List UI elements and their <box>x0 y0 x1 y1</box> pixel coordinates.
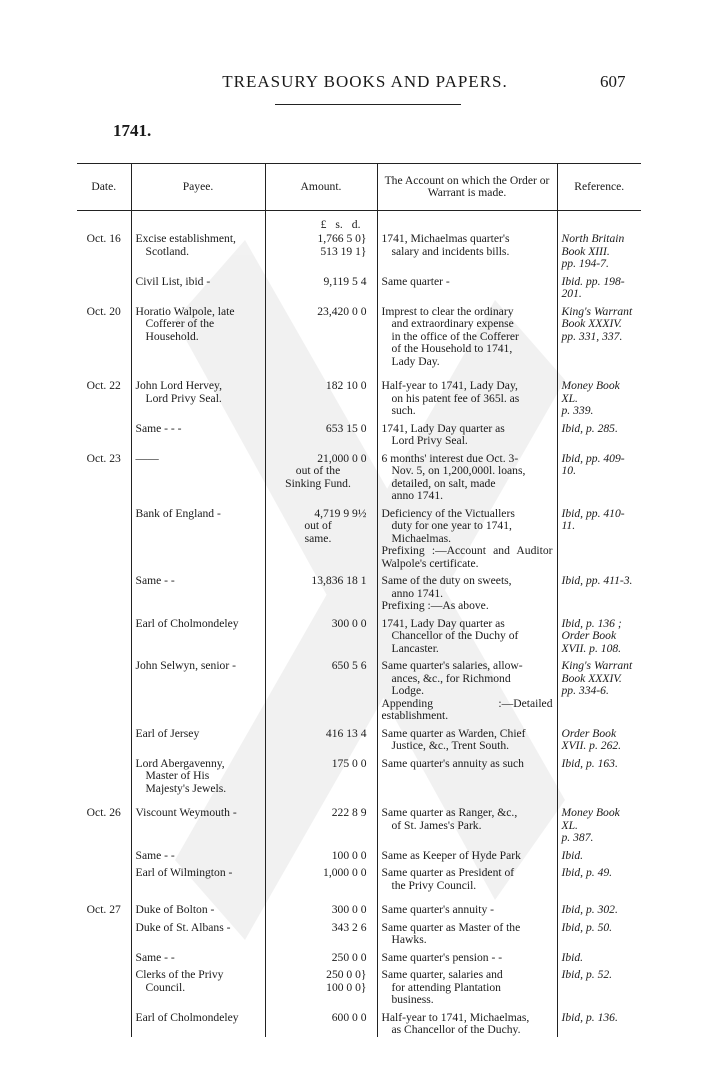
payee-line: Excise establishment, <box>135 232 236 245</box>
cell-account <box>377 917 557 947</box>
account-line: duty for one year to 1741, <box>391 519 512 532</box>
account-line: the Privy Council. <box>391 878 477 892</box>
amount-line: 23,420 0 0 <box>317 304 367 318</box>
units-row <box>77 211 641 234</box>
amount-line: 100 0 0 <box>331 848 367 862</box>
cell-reference <box>557 753 641 796</box>
table-row <box>77 917 641 947</box>
cell-amount <box>265 964 377 1007</box>
account-line: of the Household to 1741, <box>391 342 513 355</box>
reference-line: Ibid, p. 285. <box>561 421 618 435</box>
account-line: Chancellor of the Duchy of <box>391 629 519 642</box>
cell-account <box>377 233 557 271</box>
cell-account <box>377 723 557 753</box>
account-line: Same quarter - <box>381 274 450 288</box>
amount-line: 9,119 5 4 <box>323 274 367 288</box>
account-line: anno 1741. <box>391 586 444 600</box>
cell-amount <box>265 271 377 301</box>
payee-line: Master of His <box>145 769 210 782</box>
reference-line: Order Book <box>561 629 617 642</box>
cell-reference <box>557 448 641 503</box>
reference-line: Ibid. <box>561 950 584 964</box>
payee-line: Scotland. <box>145 244 189 258</box>
cell-date <box>77 570 131 613</box>
table-row <box>77 301 641 369</box>
reference-line: pp. 331, 337. <box>561 329 623 343</box>
table-row <box>77 845 641 863</box>
account-line: Nov. 5, on 1,200,000l. loans, <box>391 464 526 477</box>
cell-reference <box>557 795 641 845</box>
account-line: Half-year to 1741, Michaelmas, <box>381 1010 530 1024</box>
cell-payee <box>131 753 265 796</box>
reference-line: XVII. p. 108. <box>561 641 622 655</box>
cell-account <box>377 655 557 723</box>
cell-account <box>377 368 557 418</box>
amount-line: 1,766 5 0} <box>317 232 367 245</box>
cell-amount <box>265 503 377 571</box>
table-row <box>77 753 641 796</box>
cell-amount <box>265 845 377 863</box>
cell-amount <box>265 233 377 271</box>
payee-line: Viscount Weymouth - <box>135 806 237 819</box>
table-row <box>77 723 641 753</box>
header-rule <box>275 104 461 105</box>
payee-line: Same - - <box>135 848 175 862</box>
cell-account <box>377 753 557 796</box>
amount-note: same. <box>304 531 332 545</box>
account-line: Deficiency of the Victuallers <box>381 506 515 520</box>
cell-payee <box>131 1007 265 1037</box>
payee-line: Clerks of the Privy <box>135 968 224 981</box>
table-row <box>77 655 641 723</box>
cell-reference <box>557 723 641 753</box>
account-line: Lady Day. <box>391 354 440 368</box>
cell-amount <box>265 862 377 892</box>
table-row <box>77 448 641 503</box>
cell-reference <box>557 917 641 947</box>
reference-line: Money Book XL. <box>561 806 620 832</box>
account-line: of St. James's Park. <box>391 818 482 832</box>
table-row <box>77 862 641 892</box>
cell-amount <box>265 753 377 796</box>
account-line: business. <box>391 993 434 1006</box>
cell-reference <box>557 271 641 301</box>
amount-line: 300 0 0 <box>331 903 367 916</box>
payee-line: Earl of Wilmington - <box>135 866 233 879</box>
account-note: Prefixing :—As above. <box>381 599 489 612</box>
reference-line: King's Warrant <box>561 659 633 672</box>
table-row <box>77 892 641 917</box>
payee-line: Council. <box>145 980 186 994</box>
reference-line: 201. <box>561 287 582 300</box>
amount-line: 250 0 0} <box>326 968 367 981</box>
account-line: salary and incidents bills. <box>391 244 510 258</box>
cell-amount <box>265 418 377 448</box>
cell-date <box>77 723 131 753</box>
account-note: Appending :—Detailed establishment. <box>381 696 553 722</box>
reference-line: p. 387. <box>561 831 594 844</box>
amount-line: 600 0 0 <box>331 1010 367 1024</box>
account-line: Same of the duty on sweets, <box>381 574 512 587</box>
cell-amount <box>265 917 377 947</box>
reference-line: pp. 194-7. <box>561 257 609 270</box>
reference-line: Ibid, p. 302. <box>561 903 618 916</box>
amount-note: out of the <box>295 464 341 477</box>
cell-date <box>77 917 131 947</box>
payee-line: Earl of Cholmondeley <box>135 616 239 630</box>
account-line: 6 months' interest due Oct. 3- <box>381 451 519 465</box>
cell-account <box>377 964 557 1007</box>
payee-line: John Lord Hervey, <box>135 379 222 392</box>
account-line: Same quarter's pension - - <box>381 950 503 964</box>
amount-line: 416 13 4 <box>325 726 367 740</box>
account-line: such. <box>391 404 416 417</box>
cell-date: Oct. 23 <box>86 451 121 465</box>
cell-account <box>377 271 557 301</box>
payee-line: Majesty's Jewels. <box>145 781 227 795</box>
table-row <box>77 964 641 1007</box>
cell-date: Oct. 26 <box>86 806 121 819</box>
account-line: Same quarter as Warden, Chief <box>381 726 526 740</box>
cell-date <box>77 503 131 571</box>
cell-payee <box>131 418 265 448</box>
cell-payee <box>131 233 265 271</box>
payee-line: Bank of England - <box>135 506 221 520</box>
reference-line: Ibid, p. 49. <box>561 866 613 879</box>
payee-line: Same - - - <box>135 421 182 435</box>
cell-date <box>77 753 131 796</box>
cell-account <box>377 301 557 369</box>
cell-reference <box>557 892 641 917</box>
running-title: TREASURY BOOKS AND PAPERS. <box>222 72 508 91</box>
table-row <box>77 368 641 418</box>
cell-payee <box>131 368 265 418</box>
amount-line: 13,836 18 1 <box>311 574 367 587</box>
amount-line: 250 0 0 <box>331 950 367 964</box>
table-row <box>77 947 641 965</box>
cell-reference <box>557 570 641 613</box>
account-line: Same quarter's annuity - <box>381 903 495 916</box>
cell-account <box>377 947 557 965</box>
reference-line: p. 339. <box>561 404 594 417</box>
payee-line: Duke of St. Albans - <box>135 920 231 934</box>
cell-reference <box>557 947 641 965</box>
payee-line: Duke of Bolton - <box>135 903 215 916</box>
amount-line: 222 8 9 <box>331 806 367 819</box>
payee-line: John Selwyn, senior - <box>135 659 236 672</box>
payee-line: Earl of Jersey <box>135 726 200 740</box>
cell-reference <box>557 418 641 448</box>
cell-reference <box>557 862 641 892</box>
cell-payee <box>131 862 265 892</box>
header-date: Date. <box>77 164 131 211</box>
account-line: Half-year to 1741, Lady Day, <box>381 379 518 392</box>
table-row <box>77 795 641 845</box>
amount-line: 650 5 6 <box>331 659 367 672</box>
cell-account <box>377 892 557 917</box>
account-line: Michaelmas. <box>391 531 452 545</box>
account-line: Lancaster. <box>391 641 439 655</box>
cell-payee <box>131 271 265 301</box>
account-line: 1741, Lady Day quarter as <box>381 616 505 630</box>
payee-line: Horatio Walpole, late <box>135 304 235 318</box>
cell-amount <box>265 613 377 656</box>
account-line: on his patent fee of 365l. as <box>391 391 520 405</box>
cell-reference <box>557 845 641 863</box>
reference-line: Ibid. pp. 198- <box>561 274 625 288</box>
account-line: Same quarter, salaries and <box>381 968 503 981</box>
account-line: Hawks. <box>391 933 427 946</box>
cell-amount <box>265 723 377 753</box>
cell-account <box>377 613 557 656</box>
account-line: Same quarter as Master of the <box>381 920 521 934</box>
cell-payee <box>131 655 265 723</box>
payee-line: Same - - <box>135 574 175 587</box>
unit-shillings: s. <box>335 218 343 231</box>
cell-date <box>77 862 131 892</box>
cell-date <box>77 1007 131 1037</box>
account-line: detailed, on salt, made <box>391 476 496 490</box>
reference-line: Ibid, pp. 410-11. <box>561 506 625 532</box>
year-heading: 1741. <box>113 121 152 140</box>
cell-date: Oct. 16 <box>86 232 121 245</box>
amount-line: 653 15 0 <box>325 421 367 435</box>
cell-date <box>77 271 131 301</box>
table-row <box>77 233 641 271</box>
cell-payee <box>131 613 265 656</box>
cell-amount <box>265 947 377 965</box>
reference-line: Ibid, p. 163. <box>561 756 618 770</box>
account-line: as Chancellor of the Duchy. <box>391 1023 521 1036</box>
reference-line: Book XXXIV. <box>561 671 622 685</box>
cell-payee <box>131 964 265 1007</box>
payee-line: Cofferer of the <box>145 317 215 330</box>
table-row <box>77 271 641 301</box>
cell-date <box>77 947 131 965</box>
reference-line: Money Book XL. <box>561 379 620 405</box>
cell-reference <box>557 613 641 656</box>
account-line: anno 1741. <box>391 489 444 502</box>
account-line: for attending Plantation <box>391 980 501 994</box>
account-line: Imprest to clear the ordinary <box>381 304 514 318</box>
cell-account <box>377 862 557 892</box>
cell-account <box>377 570 557 613</box>
payee-line: Lord Abergavenny, <box>135 756 225 770</box>
table-row <box>77 418 641 448</box>
cell-payee <box>131 845 265 863</box>
cell-date: Oct. 20 <box>86 304 121 318</box>
cell-payee <box>131 892 265 917</box>
cell-amount <box>265 570 377 613</box>
reference-line: Book XIII. <box>561 244 610 258</box>
amount-note: out of <box>304 519 332 532</box>
account-line: Same quarter's annuity as such <box>381 756 524 770</box>
cell-account <box>377 845 557 863</box>
cell-amount <box>265 301 377 369</box>
cell-payee <box>131 917 265 947</box>
cell-amount <box>265 655 377 723</box>
header-payee: Payee. <box>131 164 265 211</box>
reference-line: Ibid, p. 52. <box>561 968 613 981</box>
amount-line: 513 19 1} <box>320 244 367 258</box>
cell-amount <box>265 448 377 503</box>
cell-date <box>77 964 131 1007</box>
reference-line: North Britain <box>561 232 625 245</box>
payee-line: Earl of Cholmondeley <box>135 1010 239 1024</box>
reference-line: pp. 334-6. <box>561 684 609 697</box>
amount-line: 300 0 0 <box>331 616 367 630</box>
cell-amount <box>265 368 377 418</box>
header-account: The Account on which the Order or Warrant is made. <box>377 164 557 211</box>
account-line: Same quarter's salaries, allow- <box>381 659 523 672</box>
cell-payee <box>131 795 265 845</box>
payee-line: Same - - <box>135 950 175 964</box>
cell-payee <box>131 570 265 613</box>
amount-note: Sinking Fund. <box>285 476 351 490</box>
cell-date <box>77 418 131 448</box>
account-line: 1741, Lady Day quarter as <box>381 421 505 435</box>
cell-amount <box>265 1007 377 1037</box>
reference-line: Order Book <box>561 726 617 740</box>
account-note: Prefixing :—Account and Auditor Walpole's certificate. <box>381 544 553 570</box>
page-number: 607 <box>600 72 626 91</box>
account-line: Justice, &c., Trent South. <box>391 739 510 752</box>
cell-account <box>377 418 557 448</box>
account-line: Same quarter as Ranger, &c., <box>381 806 518 819</box>
reference-line: XVII. p. 262. <box>561 739 622 752</box>
table-row <box>77 503 641 571</box>
cell-reference <box>557 368 641 418</box>
cell-account <box>377 448 557 503</box>
cell-reference <box>557 503 641 571</box>
cell-date: Oct. 22 <box>86 379 121 392</box>
treasury-table <box>77 163 641 1037</box>
table-row <box>77 1007 641 1037</box>
account-line: 1741, Michaelmas quarter's <box>381 232 510 245</box>
unit-pounds: £ <box>320 218 327 231</box>
cell-date: Oct. 27 <box>86 903 121 916</box>
reference-line: King's Warrant <box>561 304 633 318</box>
reference-line: Ibid, p. 136. <box>561 1010 618 1024</box>
unit-pence: d. <box>351 218 361 231</box>
account-line: Lord Privy Seal. <box>391 434 468 447</box>
cell-payee <box>131 503 265 571</box>
cell-account <box>377 503 557 571</box>
payee-line: Lord Privy Seal. <box>145 391 222 405</box>
amount-line: 182 10 0 <box>325 379 367 392</box>
payee-line: —— <box>135 451 159 465</box>
reference-line: Ibid, pp. 409-10. <box>561 451 625 477</box>
cell-date <box>77 845 131 863</box>
account-line: and extraordinary expense <box>391 317 514 330</box>
amount-line: 1,000 0 0 <box>323 866 367 879</box>
account-line: Lodge. <box>391 684 425 697</box>
cell-reference <box>557 233 641 271</box>
amount-line: 21,000 0 0 <box>317 451 367 465</box>
cell-reference <box>557 1007 641 1037</box>
reference-line: Book XXXIV. <box>561 317 622 330</box>
reference-line: Ibid, p. 136 ; <box>561 616 622 630</box>
cell-reference <box>557 301 641 369</box>
table-row <box>77 570 641 613</box>
payee-line: Civil List, ibid - <box>135 274 211 288</box>
cell-date <box>77 655 131 723</box>
header-amount: Amount. <box>265 164 377 211</box>
cell-payee <box>131 947 265 965</box>
cell-account <box>377 795 557 845</box>
reference-line: Ibid, p. 50. <box>561 920 613 934</box>
cell-payee <box>131 448 265 503</box>
payee-line: Household. <box>145 329 199 343</box>
reference-line: Ibid. <box>561 848 584 862</box>
cell-date <box>77 613 131 656</box>
cell-reference <box>557 655 641 723</box>
amount-line: 4,719 9 9½ <box>314 506 367 520</box>
cell-payee <box>131 723 265 753</box>
amount-line: 343 2 6 <box>331 920 367 934</box>
account-line: Same as Keeper of Hyde Park <box>381 848 521 862</box>
account-line: ances, &c., for Richmond <box>391 671 511 685</box>
cell-account <box>377 1007 557 1037</box>
table-header-row <box>77 164 641 211</box>
cell-amount <box>265 892 377 917</box>
currency-units <box>270 219 373 232</box>
amount-line: 175 0 0 <box>331 756 367 770</box>
cell-reference <box>557 964 641 1007</box>
account-line: Same quarter as President of <box>381 866 515 879</box>
page-header <box>0 72 721 96</box>
reference-line: Ibid, pp. 411-3. <box>561 574 633 587</box>
cell-amount <box>265 795 377 845</box>
amount-line: 100 0 0} <box>326 980 367 994</box>
account-line: in the office of the Cofferer <box>391 329 519 343</box>
cell-payee <box>131 301 265 369</box>
header-reference: Reference. <box>557 164 641 211</box>
table-row <box>77 613 641 656</box>
